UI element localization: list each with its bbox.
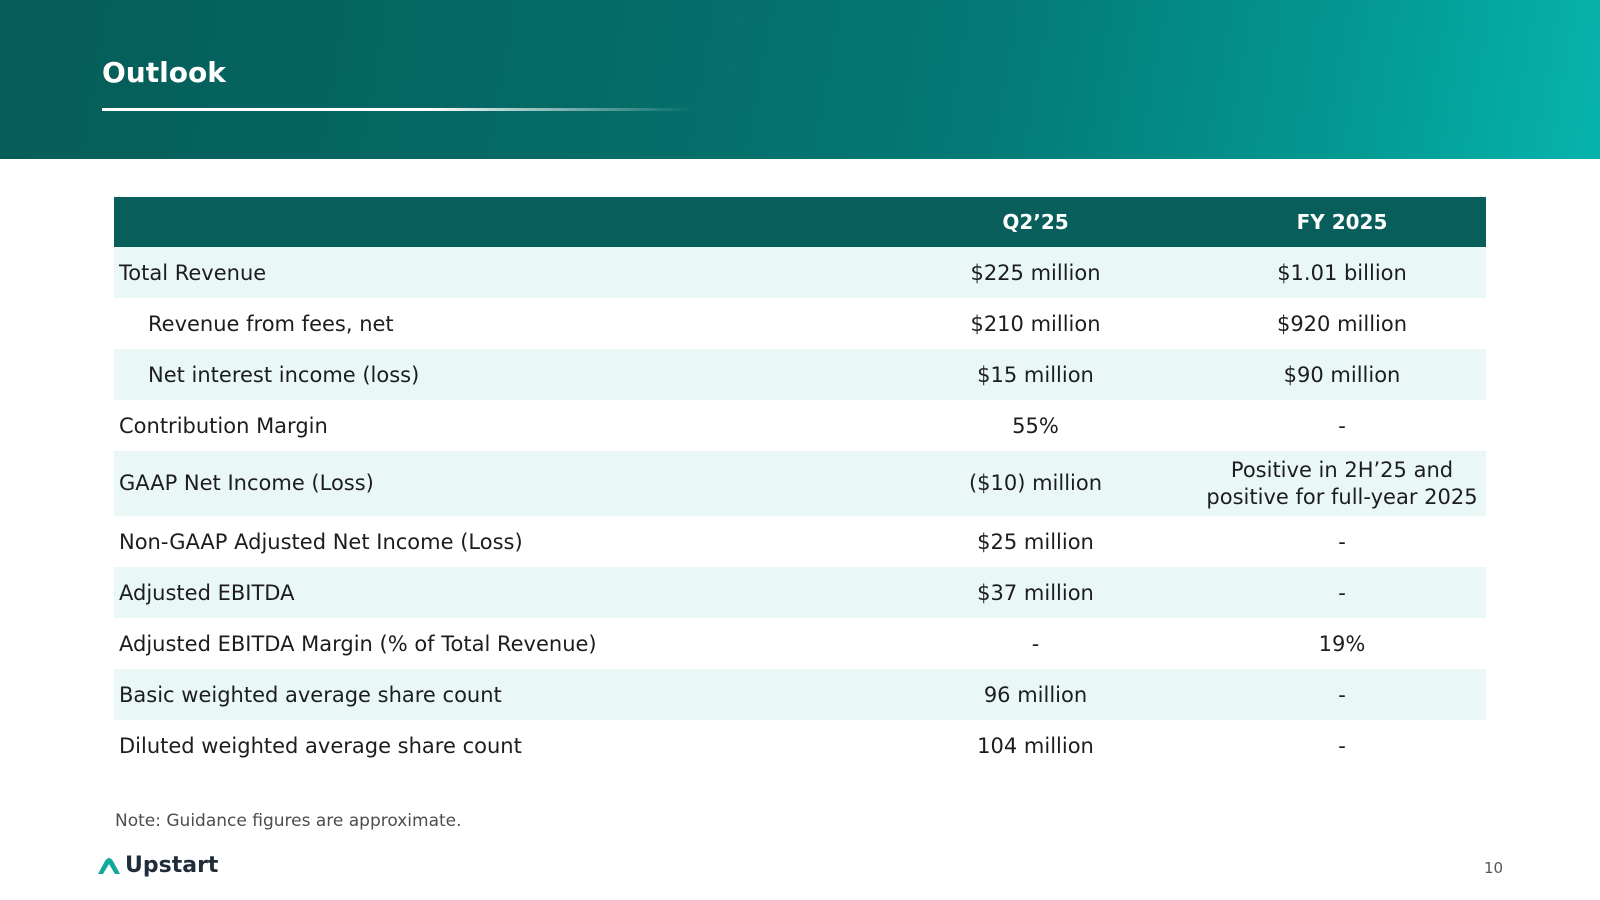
row-label: Adjusted EBITDA bbox=[114, 567, 873, 618]
page-number: 10 bbox=[1484, 859, 1504, 877]
q2-value: $25 million bbox=[873, 516, 1198, 567]
fy-value bbox=[1198, 451, 1486, 516]
row-label: Adjusted EBITDA Margin (% of Total Revenue) bbox=[114, 618, 873, 669]
upstart-logo bbox=[96, 853, 218, 878]
row-label: Revenue from fees, net bbox=[114, 298, 873, 349]
footnote: Note: Guidance figures are approximate. bbox=[115, 811, 462, 831]
q2-value: $37 million bbox=[873, 567, 1198, 618]
row-label: Net interest income (loss) bbox=[114, 349, 873, 400]
row-label: GAAP Net Income (Loss) bbox=[114, 451, 873, 516]
q2-value: 55% bbox=[873, 400, 1198, 451]
table-row bbox=[114, 618, 1486, 669]
table-row bbox=[114, 669, 1486, 720]
table-row bbox=[114, 720, 1486, 771]
row-label: Diluted weighted average share count bbox=[114, 720, 873, 771]
header-banner bbox=[0, 0, 1600, 159]
table-row bbox=[114, 516, 1486, 567]
table-row bbox=[114, 451, 1486, 516]
fy-value: $90 million bbox=[1198, 349, 1486, 400]
q2-value: $15 million bbox=[873, 349, 1198, 400]
header-fy-2025: FY 2025 bbox=[1198, 197, 1486, 247]
fy-value: - bbox=[1198, 400, 1486, 451]
outlook-table bbox=[114, 197, 1486, 771]
fy-value: 19% bbox=[1198, 618, 1486, 669]
row-label: Total Revenue bbox=[114, 247, 873, 298]
row-label: Non-GAAP Adjusted Net Income (Loss) bbox=[114, 516, 873, 567]
fy-value: - bbox=[1198, 567, 1486, 618]
title-underline bbox=[102, 108, 692, 111]
header-label-column bbox=[114, 197, 873, 247]
table-row bbox=[114, 567, 1486, 618]
q2-value: $210 million bbox=[873, 298, 1198, 349]
table-row bbox=[114, 349, 1486, 400]
q2-value: $225 million bbox=[873, 247, 1198, 298]
table-header-row bbox=[114, 197, 1486, 247]
fy-value: $920 million bbox=[1198, 298, 1486, 349]
slide-title: Outlook bbox=[102, 56, 226, 89]
fy-value-line-2: positive for full-year 2025 bbox=[1206, 484, 1478, 509]
row-label: Contribution Margin bbox=[114, 400, 873, 451]
table-row bbox=[114, 247, 1486, 298]
logo-text: Upstart bbox=[125, 853, 219, 878]
fy-value: - bbox=[1198, 669, 1486, 720]
fy-value: - bbox=[1198, 516, 1486, 567]
fy-value-line-1: Positive in 2H’25 and bbox=[1230, 458, 1454, 483]
q2-value: 96 million bbox=[873, 669, 1198, 720]
q2-value: - bbox=[873, 618, 1198, 669]
row-label: Basic weighted average share count bbox=[114, 669, 873, 720]
q2-value: 104 million bbox=[873, 720, 1198, 771]
q2-value: ($10) million bbox=[873, 451, 1198, 516]
upstart-logo-icon bbox=[96, 856, 122, 876]
fy-value: $1.01 billion bbox=[1198, 247, 1486, 298]
header-q2-25: Q2’25 bbox=[873, 197, 1198, 247]
fy-value: - bbox=[1198, 720, 1486, 771]
table-row bbox=[114, 298, 1486, 349]
table-row bbox=[114, 400, 1486, 451]
